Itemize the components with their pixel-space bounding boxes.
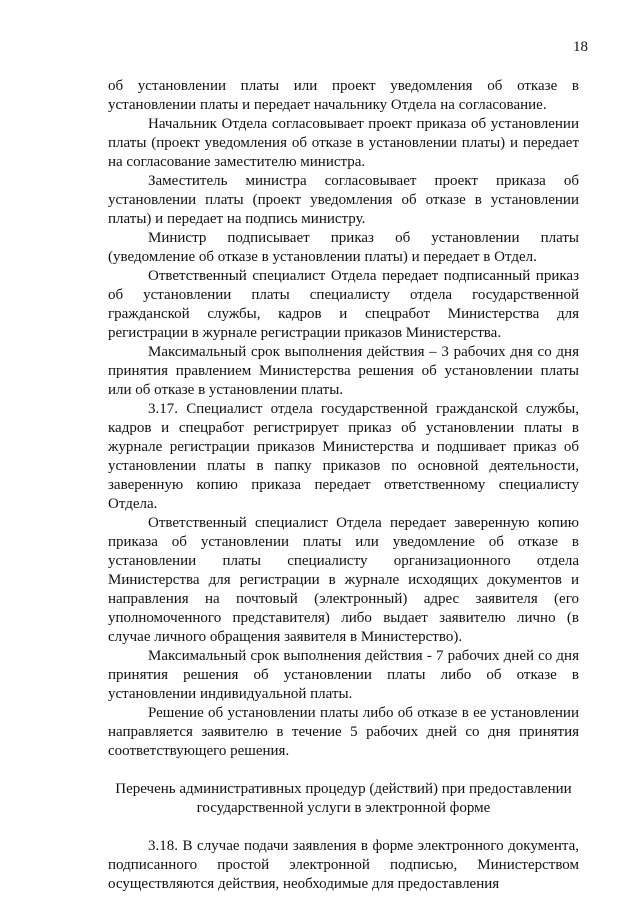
paragraph-max-term-3-days: Максимальный срок выполнения действия – 3 рабочих дня со дня принятия правлением Министерства решения об установлении платы или об отказе в установлении платы. (108, 344, 579, 398)
document-body (108, 77, 579, 894)
section-heading-line-1: Перечень административных процедур (действий) при предоставлении (115, 781, 572, 797)
section-heading-line-2: государственной услуги в электронной форме (196, 800, 491, 816)
paragraph-minister-signs: Министр подписывает приказ об установлении платы (уведомление об отказе в установлении платы) и передает в Отдел. (108, 230, 579, 265)
paragraph-decision-sent: Решение об установлении платы либо об отказе в ее установлении направляется заявителю в течение 5 рабочих дней со дня принятия соответствующего решения. (108, 705, 579, 759)
page-number: 18 (573, 39, 588, 55)
paragraph-continuation: об установлении платы или проект уведомления об отказе в установлении платы и передает начальнику Отдела на согласование. (108, 78, 579, 113)
paragraph-max-term-7-days: Максимальный срок выполнения действия - 7 рабочих дней со дня принятия решения об установлении платы либо об отказе в установлении индивидуальной платы. (108, 648, 579, 702)
paragraph-3-18: 3.18. В случае подачи заявления в форме электронного документа, подписанного простой электронной подписью, Министерством осуществляются действия, необходимые для предоставления (108, 838, 579, 892)
paragraph-transfer-for-registration: Ответственный специалист Отдела передает подписанный приказ об установлении платы специалисту отдела государственной гражданской службы, кадров и спецработ Министерства для регистрации в журнале регистрации приказов Министерства. (108, 268, 579, 341)
paragraph-head-approval: Начальник Отдела согласовывает проект приказа об установлении платы (проект уведомления об отказе в установлении платы) и передает на согласование заместителю министра. (108, 116, 579, 170)
paragraph-send-copy: Ответственный специалист Отдела передает заверенную копию приказа об установлении платы или уведомление об отказе в установлении платы специалисту организационного отдела Министерства для регистрации в журнале исходящих документов и направления на почтовый (электронный) адрес заявителя (его уполномоченного представителя) либо выдает заявителю лично (в случае личного обращения заявителя в Министерство). (108, 515, 579, 645)
section-heading (108, 780, 579, 818)
paragraph-deputy-approval: Заместитель министра согласовывает проект приказа об установлении платы (проект уведомления об отказе в установлении платы) и передает на подпись министру. (108, 173, 579, 227)
paragraph-3-17: 3.17. Специалист отдела государственной гражданской службы, кадров и спецработ регистрирует приказ об установлении платы в журнале регистрации приказов Министерства и подшивает приказ об установлении платы в папку приказов по основной деятельности, заверенную копию приказа передает ответственному специалисту Отдела. (108, 401, 579, 512)
